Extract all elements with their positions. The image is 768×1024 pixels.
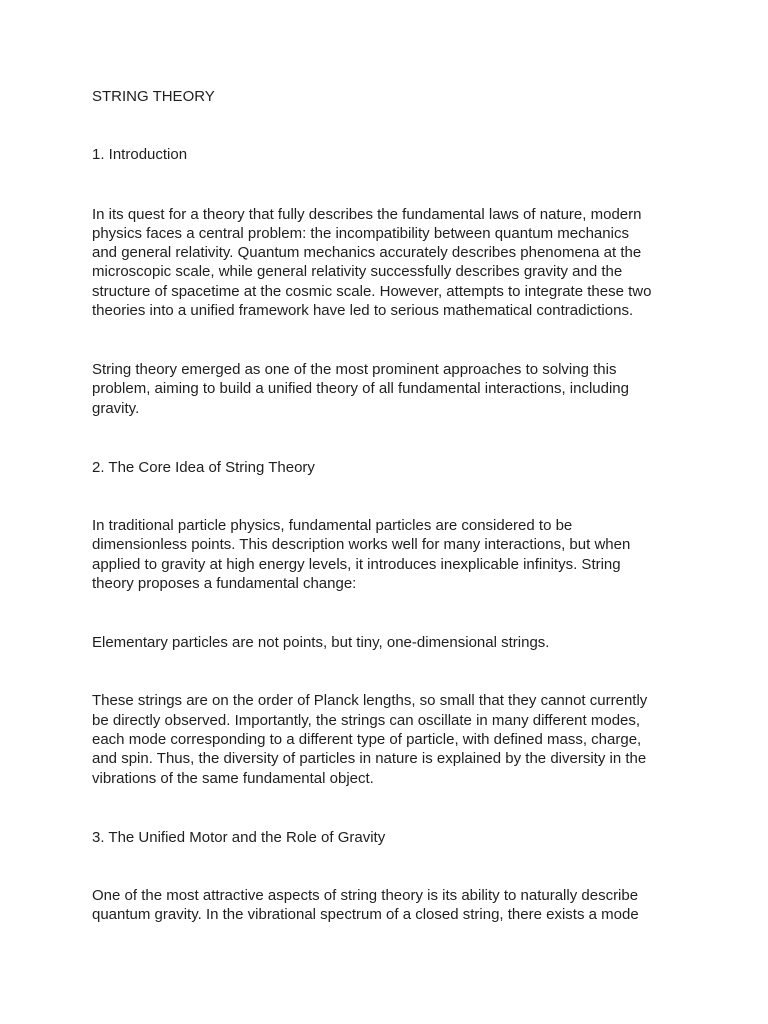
section-heading-introduction: 1. Introduction: [92, 146, 188, 163]
paragraph-line: dimensionless points. This description works well for many interactions, but when: [92, 536, 631, 553]
paragraph-line: These strings are on the order of Planck lengths, so small that they cannot currently: [92, 692, 648, 709]
paragraph-line: microscopic scale, while general relativity successfully describes gravity and the: [92, 263, 623, 280]
paragraph-line: each mode corresponding to a different type of particle, with defined mass, charge,: [92, 731, 642, 748]
paragraph-line: String theory emerged as one of the most prominent approaches to solving this: [92, 361, 617, 378]
paragraph-line: In traditional particle physics, fundamental particles are considered to be: [92, 517, 573, 534]
paragraph-line: gravity.: [92, 400, 140, 417]
paragraph-line: Elementary particles are not points, but tiny, one-dimensional strings.: [92, 634, 550, 651]
paragraph-line: physics faces a central problem: the incompatibility between quantum mechanics: [92, 225, 629, 242]
paragraph-line: applied to gravity at high energy levels, it introduces inexplicable infinitys. String: [92, 556, 621, 573]
paragraph-line: quantum gravity. In the vibrational spectrum of a closed string, there exists a mode: [92, 906, 639, 923]
document-title: STRING THEORY: [92, 88, 215, 105]
section-heading-core-idea: 2. The Core Idea of String Theory: [92, 459, 315, 476]
paragraph-line: and general relativity. Quantum mechanics accurately describes phenomena at the: [92, 244, 642, 261]
paragraph-line: be directly observed. Importantly, the strings can oscillate in many different modes,: [92, 712, 641, 729]
paragraph-line: structure of spacetime at the cosmic scale. However, attempts to integrate these two: [92, 283, 652, 300]
section-heading-unified-motor: 3. The Unified Motor and the Role of Gravity: [92, 829, 386, 846]
paragraph-line: One of the most attractive aspects of string theory is its ability to naturally describe: [92, 887, 639, 904]
paragraph-line: problem, aiming to build a unified theory of all fundamental interactions, including: [92, 380, 629, 397]
paragraph-line: theory proposes a fundamental change:: [92, 575, 357, 592]
paragraph-line: vibrations of the same fundamental object.: [92, 770, 374, 787]
paragraph-line: theories into a unified framework have led to serious mathematical contradictions.: [92, 302, 634, 319]
paragraph-line: In its quest for a theory that fully describes the fundamental laws of nature, modern: [92, 206, 642, 223]
paragraph-line: and spin. Thus, the diversity of particles in nature is explained by the diversity in the: [92, 750, 647, 767]
